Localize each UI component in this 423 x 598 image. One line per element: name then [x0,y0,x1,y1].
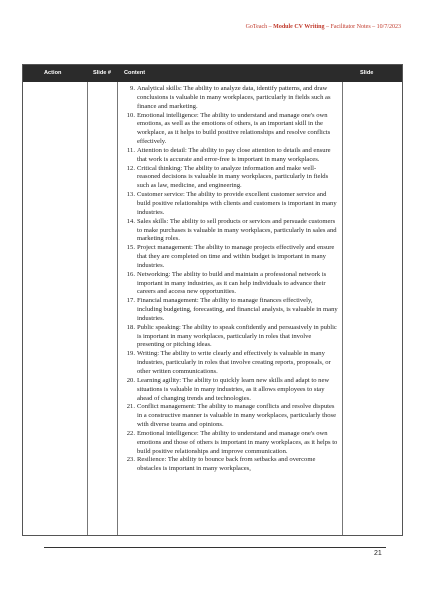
list-item-number: 18. [126,323,135,331]
list-item-number: 9. [130,85,135,92]
list-item-text: Attention to detail: The ability to pay close attention to details and ensure that work is accurate and error-free is important in many workplaces. [137,146,331,163]
list-item [124,403,339,430]
list-item-text: Financial management: The ability to manage finances effectively, including budgeting, forecasting, and financial analysis, is valuable in many industries. [137,297,338,322]
list-item [124,147,339,165]
column-divider [87,82,88,535]
column-header-slide: Slide [360,70,374,76]
list-item-number: 17. [126,297,135,305]
list-item-text: Public speaking: The ability to speak confidently and persuasively in public is important in many workplaces, particularly in roles that involve presenting or pitching ideas. [137,323,337,349]
list-item [124,324,339,351]
list-item-number: 15. [126,244,135,252]
skills-list [124,85,339,474]
list-item-text: Writing: The ability to write clearly and effectively is valuable in many industries, particularly in roles that involve creating reports, proposals, or other written communications. [137,350,331,375]
list-item-text: Learning agility: The ability to quickly learn new skills and adapt to new situations is valuable in many industries, as it allows employees to stay ahead of changing trends and technologies. [137,376,330,402]
list-item [124,456,339,474]
list-item-text: Sales skills: The ability to sell products or services and persuade customers to make purchases is valuable in many workplaces, particularly in sales and marketing roles. [137,217,337,243]
page-header [246,24,401,30]
list-item-number: 10. [126,111,135,119]
list-item-number: 19. [126,350,135,358]
list-item-number: 20. [126,376,135,384]
list-item-number: 23. [126,456,135,464]
header-separator: – [267,24,274,30]
header-notes: Facilitator Notes – 10/7/2023 [330,24,401,30]
list-item-text: Resilience: The ability to bounce back from setbacks and overcome obstacles is important in many workplaces, [137,456,316,473]
list-item-text: Project management: The ability to manage projects effectively and ensure that they are completed on time and within budget is important in many industries. [137,244,335,269]
list-item [124,271,339,298]
list-item [124,377,339,404]
list-item-text: Emotional intelligence: The ability to understand and manage one's own emotions and those of others is important in many workplaces, as it helps to build positive relationships and improve communication. [137,429,338,455]
list-item-number: 22. [126,429,135,437]
table-header-row [23,65,402,82]
list-item-number: 11. [127,146,135,154]
list-item-text: Critical thinking: The ability to analyze information and make well-reasoned decisions is valuable in many workplaces, particularly in fields such as law, medicine, and engineering. [137,164,329,190]
page-number: 21 [374,550,382,557]
column-divider [342,82,343,535]
column-header-action: Action [44,70,62,76]
list-item [124,244,339,271]
list-item-number: 14. [126,217,135,225]
list-item [124,350,339,377]
facilitator-table [22,64,403,536]
list-item [124,430,339,457]
list-item-text: Conflict management: The ability to manage conflicts and resolve disputes in a constructive manner is valuable in many workplaces, particularly those with diverse teams and opinions. [137,403,337,429]
list-item-text: Networking: The ability to build and maintain a professional network is important in many industries, as it can help individuals to advance their careers and access new opportunities. [137,270,327,296]
list-item-text: Emotional intelligence: The ability to understand and manage one's own emotions, as well as the emotions of others, is an important skill in the workplace, as it helps to build positive relationships and resolve conflicts effectively. [137,111,331,146]
list-item-text: Customer service: The ability to provide excellent customer service and build positive relationships with clients and customers is important in many industries. [137,191,337,216]
list-item [124,191,339,218]
column-header-content: Content [124,70,146,76]
list-item [124,85,339,112]
list-item [124,112,339,147]
list-item [124,165,339,192]
header-module-title: Module CV Writing [273,24,325,30]
footer-divider [44,547,386,548]
header-org: GoTeach [245,24,268,30]
column-header-slide-number: Slide # [93,70,112,76]
header-separator: – [324,24,331,30]
list-item-number: 21. [126,403,135,411]
list-item-number: 12. [126,164,135,172]
list-item [124,297,339,324]
list-item [124,218,339,245]
list-item-number: 13. [126,191,135,199]
column-divider [117,82,118,535]
list-item-number: 16. [126,270,135,278]
list-item-text: Analytical skills: The ability to analyze data, identify patterns, and draw conclusions is valuable in many workplaces, particularly in fields such as finance and marketing. [137,85,331,110]
